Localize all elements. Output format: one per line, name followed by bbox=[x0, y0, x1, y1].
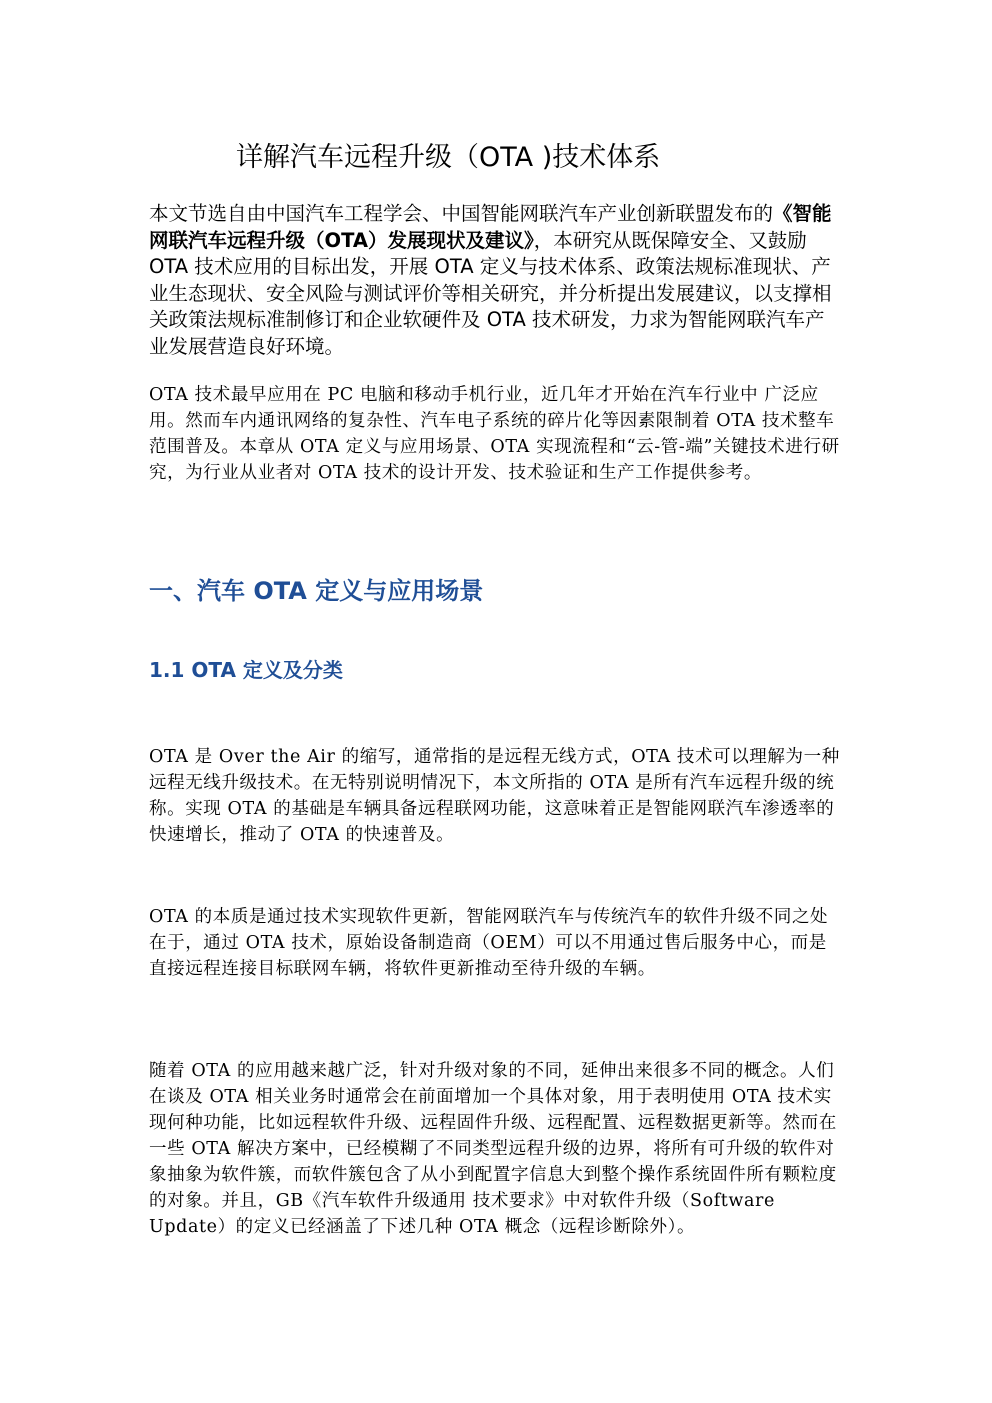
paragraph-ota-essence: OTA 的本质是通过技术实现软件更新，智能网联汽车与传统汽车的软件升级不同之处在于，通过 OTA 技术，原始设备制造商（OEM）可以不用通过售后服务中心，而是直接远程连接目标联网车辆，将软件更新推动至待升级的车辆。 bbox=[149, 907, 829, 979]
intro-text-part2: ，本研究从既保障安全、又鼓励 OTA 技术应用的目标出发，开展 OTA 定义与技术体系、政策法规标准现状、产业生态现状、安全风险与测试评价等相关研究，并分析提出发展建议，以支撑相关政策法规标准制修订和企业软硬件及 OTA 技术研发，力求为智能网联汽车产业发展营造良好环境。 bbox=[149, 228, 832, 358]
intro-text-part1: 本文节选自由中国汽车工程学会、中国智能网联汽车产业创新联盟发布的 bbox=[149, 202, 774, 225]
section-heading-1: 一、汽车 OTA 定义与应用场景 bbox=[149, 577, 484, 605]
report-title-bold: 《智能网联汽车远程升级（OTA）发展现状及建议》 bbox=[149, 202, 832, 252]
paragraph-ota-overview: OTA 技术最早应用在 PC 电脑和移动手机行业，近几年才开始在汽车行业中 广泛应用。然而车内通讯网络的复杂性、汽车电子系统的碎片化等因素限制着 OTA 技术整车范围普及。本章从 OTA 定义与应用场景、OTA 实现流程和“云-管-端”关键技术进行研究，为行业从业者对 OTA 技术的设计开发、技术验证和生产工作提供参考。 bbox=[149, 385, 840, 483]
document-title: 详解汽车远程升级（OTA )技术体系 bbox=[236, 142, 661, 173]
paragraph-ota-concepts: 随着 OTA 的应用越来越广泛，针对升级对象的不同，延伸出来很多不同的概念。人们在谈及 OTA 相关业务时通常会在前面增加一个具体对象，用于表明使用 OTA 技术实现何种功能，比如远程软件升级、远程固件升级、远程配置、远程数据更新等。然而在一些 OTA 解决方案中，已经模糊了不同类型远程升级的边界，将所有可升级的软件对象抽象为软件簇，而软件簇包含了从小到配置字信息大到整个操作系统固件所有颗粒度的对象。并且，GB《汽车软件升级通用 技术要求》中对软件升级（Software Update）的定义已经涵盖了下述几种 OTA 概念（远程诊断除外）。 bbox=[149, 1061, 837, 1237]
paragraph-ota-definition: OTA 是 Over the Air 的缩写，通常指的是远程无线方式，OTA 技术可以理解为一种远程无线升级技术。在无特别说明情况下，本文所指的 OTA 是所有汽车远程升级的统称。实现 OTA 的基础是车辆具备远程联网功能，这意味着正是智能网联汽车渗透率的快速增长，推动了 OTA 的快速普及。 bbox=[149, 747, 840, 845]
section-heading-1-1: 1.1 OTA 定义及分类 bbox=[149, 658, 343, 682]
intro-paragraph bbox=[149, 201, 843, 360]
